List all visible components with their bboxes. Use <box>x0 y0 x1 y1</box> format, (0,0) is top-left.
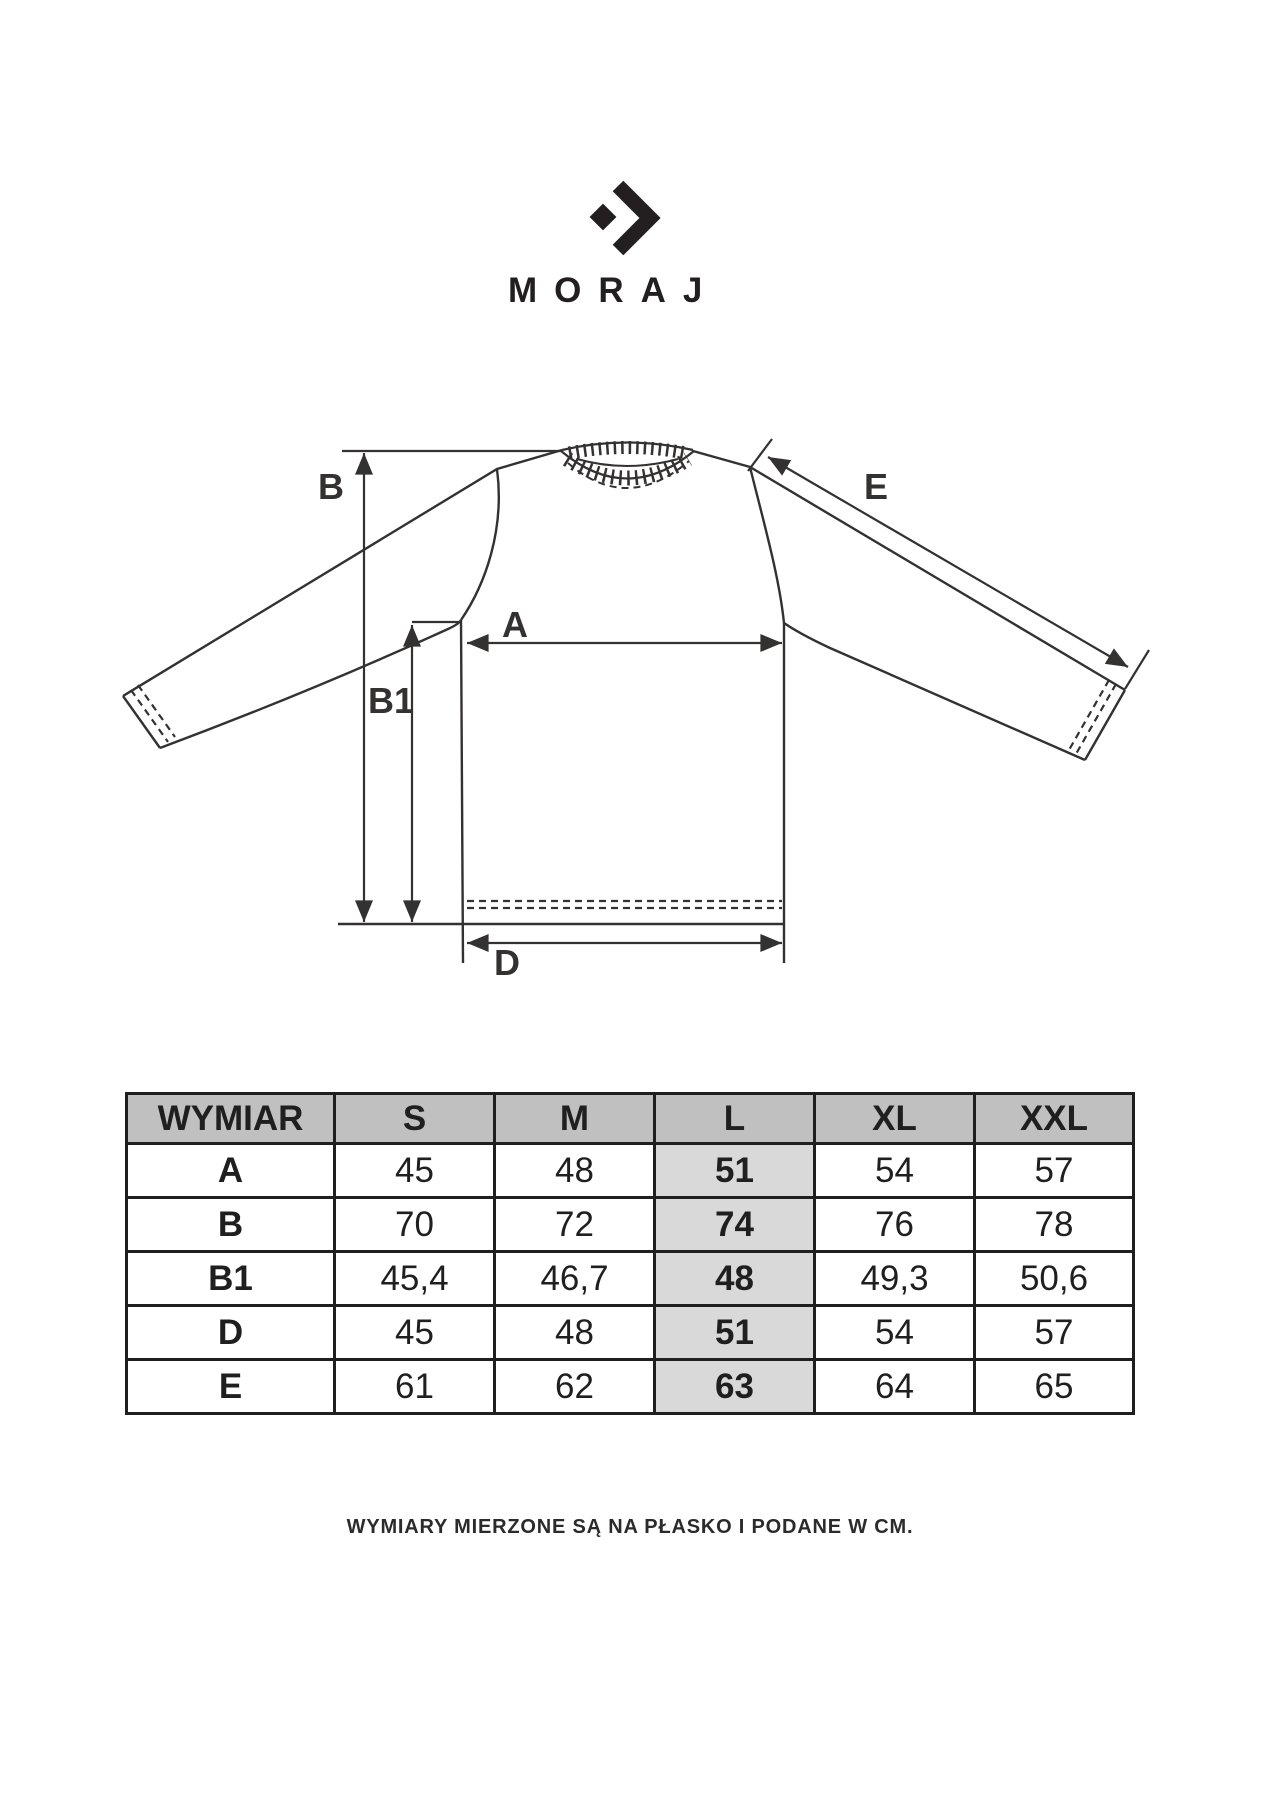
col-header-xxl: XXL <box>975 1094 1134 1144</box>
table-row-b1 <box>127 1252 1134 1306</box>
dim-label-d: D <box>494 942 520 983</box>
size-cell-highlighted: 74 <box>655 1198 815 1252</box>
row-label-d: D <box>127 1306 335 1360</box>
size-cell: 70 <box>335 1198 495 1252</box>
col-header-wymiar: WYMIAR <box>127 1094 335 1144</box>
logo-diamond-shape <box>590 204 617 231</box>
size-cell: 72 <box>495 1198 655 1252</box>
stitch-lines <box>131 680 1116 908</box>
size-cell: 65 <box>975 1360 1134 1414</box>
table-row-d <box>127 1306 1134 1360</box>
shirt-outline <box>123 450 1125 963</box>
shirt-measurement-diagram <box>60 360 1210 1020</box>
collar-ribbing <box>561 443 694 489</box>
dim-label-e: E <box>864 466 889 507</box>
size-cell: 54 <box>815 1144 975 1198</box>
dim-label-a: A <box>502 604 528 645</box>
size-cell: 78 <box>975 1198 1134 1252</box>
size-cell: 50,6 <box>975 1252 1134 1306</box>
size-cell: 46,7 <box>495 1252 655 1306</box>
dim-label-b1: B1 <box>368 680 415 721</box>
brand-name: MORAJ <box>508 271 720 310</box>
col-header-l: L <box>655 1094 815 1144</box>
size-cell: 48 <box>495 1306 655 1360</box>
size-cell: 48 <box>495 1144 655 1198</box>
table-row-e <box>127 1360 1134 1414</box>
dim-label-b: B <box>318 466 344 507</box>
size-cell: 57 <box>975 1144 1134 1198</box>
size-table-header-row <box>127 1094 1134 1144</box>
size-cell-highlighted: 51 <box>655 1144 815 1198</box>
size-cell: 54 <box>815 1306 975 1360</box>
brand-logo-icon <box>553 160 673 270</box>
size-cell-highlighted: 63 <box>655 1360 815 1414</box>
shirt-diagram-svg <box>60 360 1210 1020</box>
size-cell: 45 <box>335 1306 495 1360</box>
col-header-xl: XL <box>815 1094 975 1144</box>
size-cell: 45,4 <box>335 1252 495 1306</box>
table-row-b <box>127 1198 1134 1252</box>
size-cell-highlighted: 51 <box>655 1306 815 1360</box>
size-cell: 57 <box>975 1306 1134 1360</box>
row-label-a: A <box>127 1144 335 1198</box>
row-label-b: B <box>127 1198 335 1252</box>
size-cell: 45 <box>335 1144 495 1198</box>
logo-chevron-shape <box>618 186 650 250</box>
dimension-labels <box>318 466 888 983</box>
measurement-note: WYMIARY MIERZONE SĄ NA PŁASKO I PODANE W CM. <box>346 1516 914 1538</box>
size-cell: 61 <box>335 1360 495 1414</box>
col-header-s: S <box>335 1094 495 1144</box>
size-cell-highlighted: 48 <box>655 1252 815 1306</box>
row-label-b1: B1 <box>127 1252 335 1306</box>
size-cell: 76 <box>815 1198 975 1252</box>
size-cell: 62 <box>495 1360 655 1414</box>
col-header-m: M <box>495 1094 655 1144</box>
table-row-a <box>127 1144 1134 1198</box>
row-label-e: E <box>127 1360 335 1414</box>
size-cell: 49,3 <box>815 1252 975 1306</box>
size-cell: 64 <box>815 1360 975 1414</box>
size-table <box>125 1092 1135 1415</box>
